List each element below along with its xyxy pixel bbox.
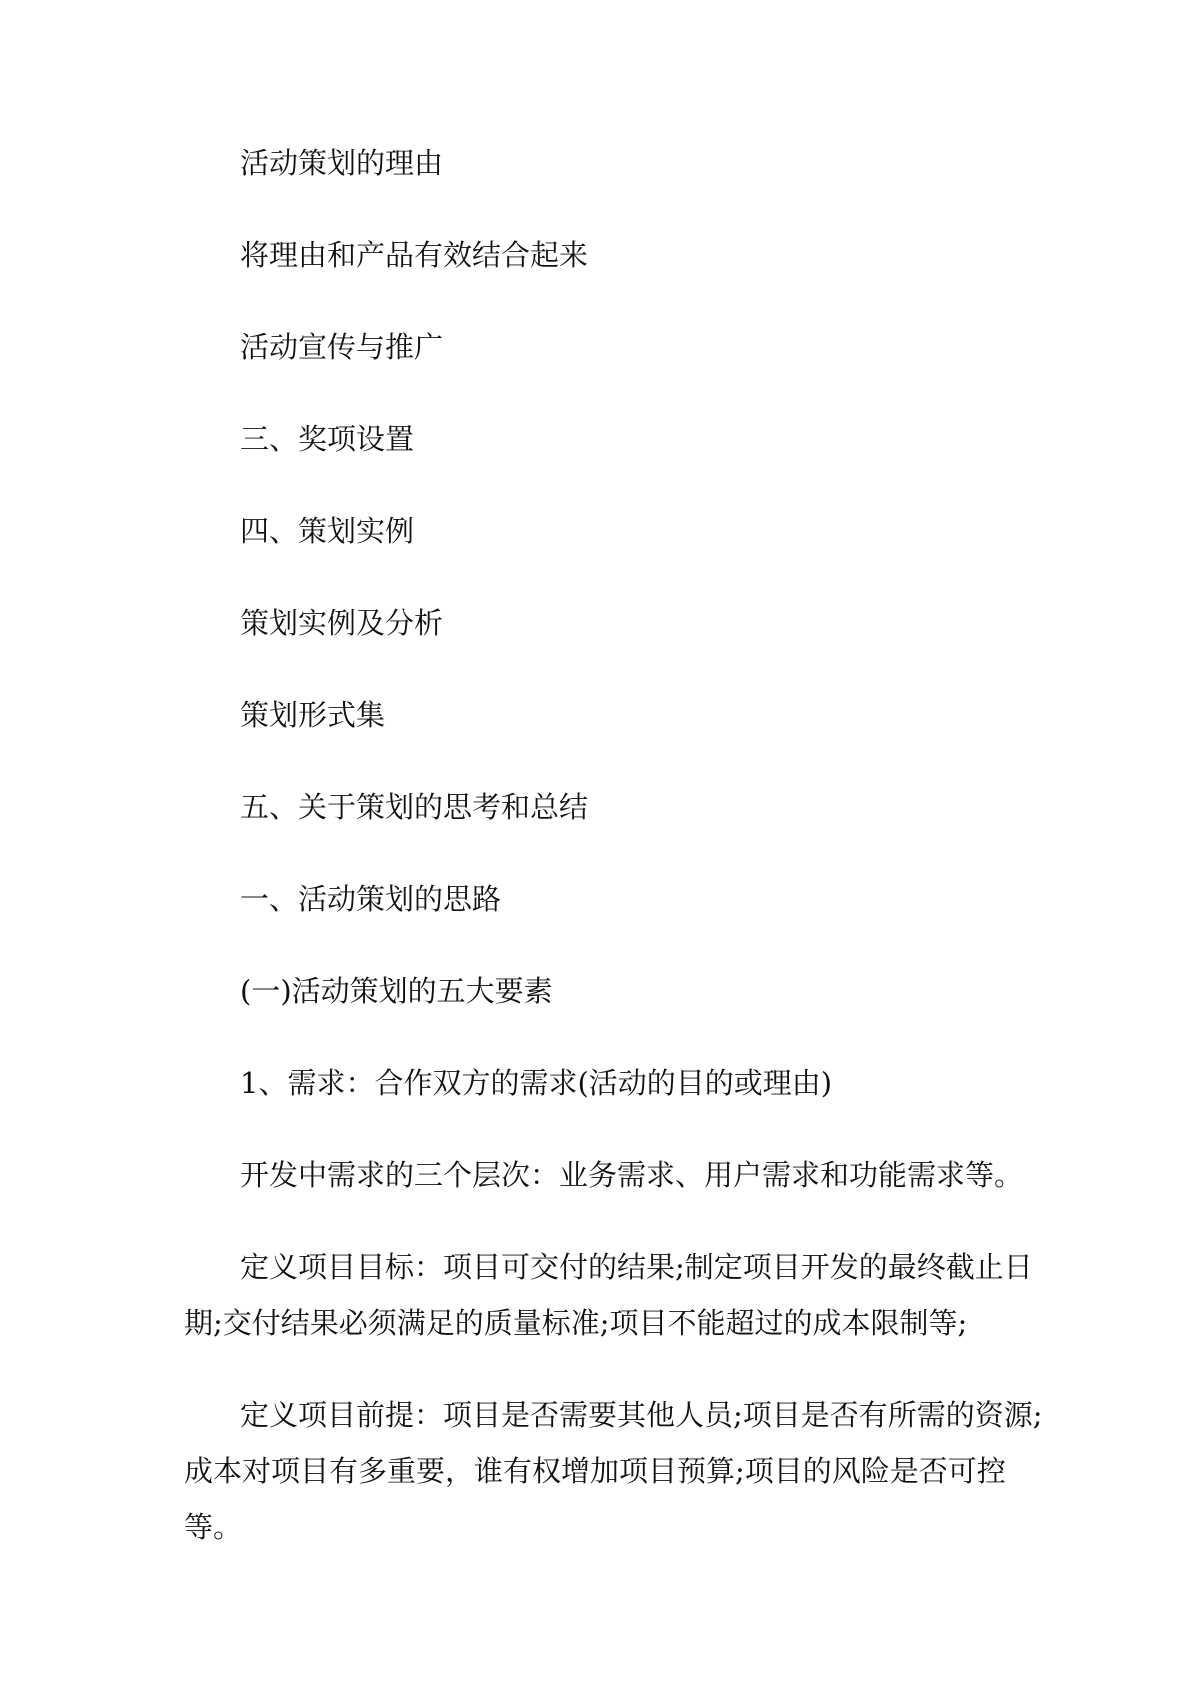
paragraph-10: (一)活动策划的五大要素: [240, 974, 553, 1008]
document-body: [184, 145, 1044, 1601]
paragraph-9: 一、活动策划的思路: [240, 882, 502, 916]
paragraph-3: 活动宣传与推广: [240, 330, 444, 364]
paragraph-12: 开发中需求的三个层次：业务需求、用户需求和功能需求等。: [240, 1158, 1024, 1192]
paragraph-7: 策划形式集: [240, 698, 386, 732]
paragraph-8: 五、关于策划的思考和总结: [240, 790, 589, 824]
paragraph-14: 定义项目前提：项目是否需要其他人员;项目是否有所需的资源;成本对项目有多重要，谁有权增加项目预算;项目的风险是否可控等。: [184, 1398, 1043, 1544]
paragraph-13: 定义项目目标：项目可交付的结果;制定项目开发的最终截止日期;交付结果必须满足的质量标准;项目不能超过的成本限制等;: [184, 1250, 1033, 1340]
paragraph-11: 1、需求：合作双方的需求(活动的目的或理由): [240, 1066, 833, 1100]
paragraph-5: 四、策划实例: [240, 514, 415, 548]
paragraph-1: 活动策划的理由: [240, 146, 444, 180]
paragraph-6: 策划实例及分析: [240, 606, 444, 640]
paragraph-2: 将理由和产品有效结合起来: [240, 238, 589, 272]
paragraph-4: 三、奖项设置: [240, 422, 415, 456]
